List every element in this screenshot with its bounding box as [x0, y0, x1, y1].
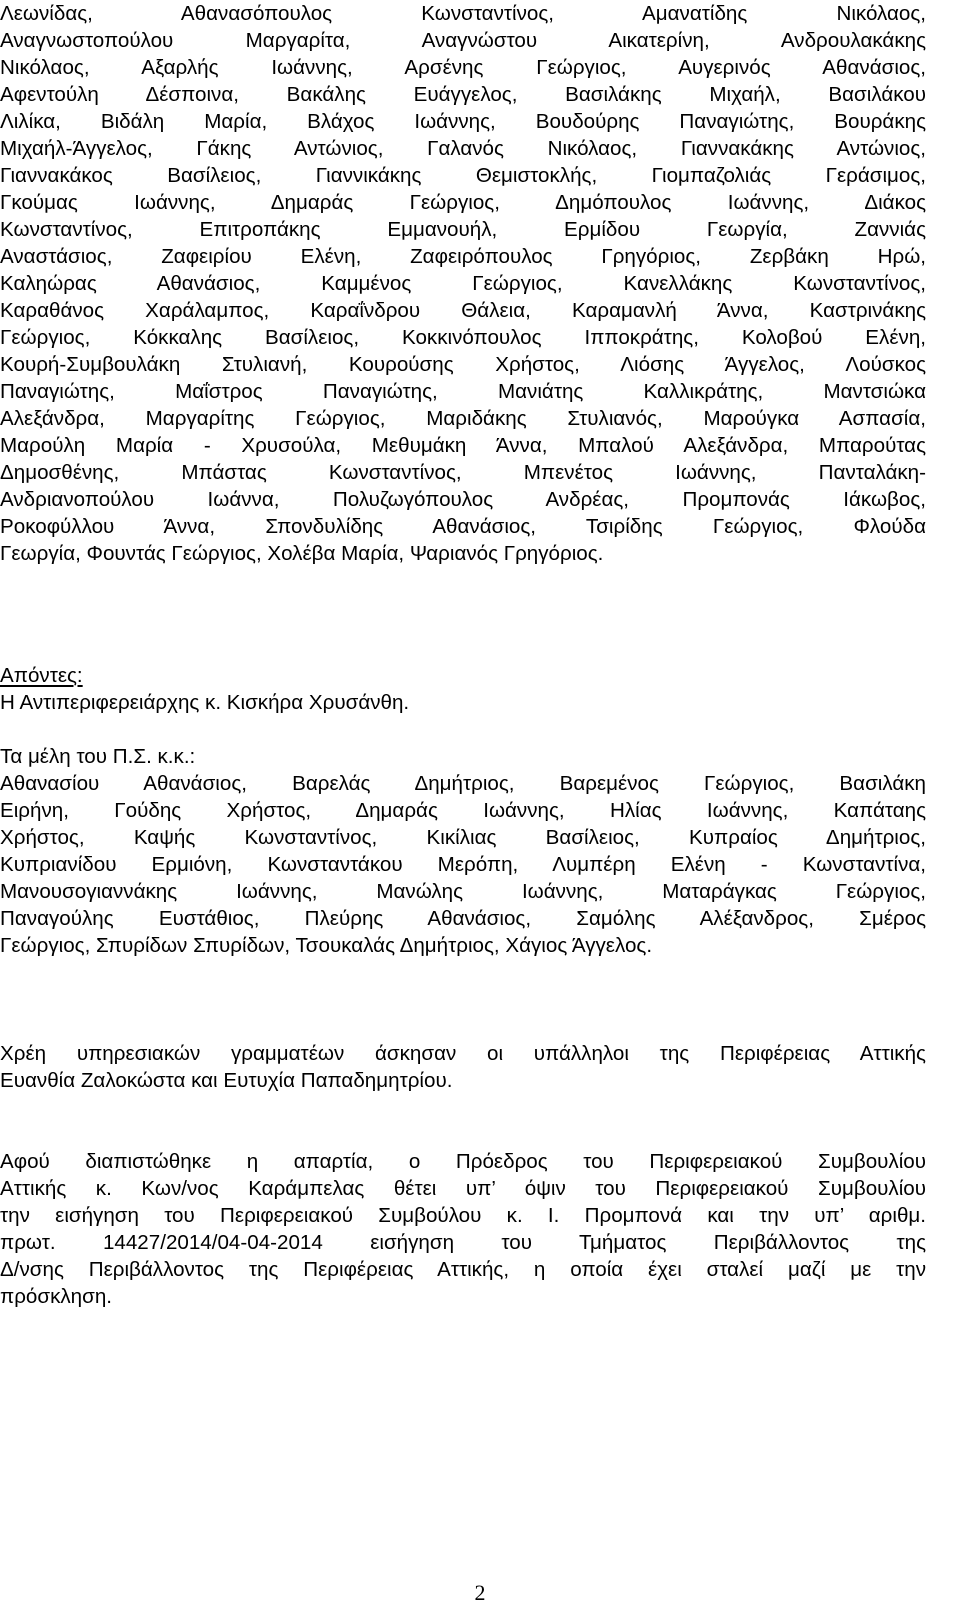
absent-heading: Απόντες: [0, 664, 83, 687]
attendees-line: Αναστάσιος, Ζαφειρίου Ελένη, Ζαφειρόπουλος Γρηγόριος, Ζερβάκη Ηρώ, [0, 245, 926, 268]
attendees-line: Δημοσθένης, Μπάστας Κωνσταντίνος, Μπενέτος Ιωάννης, Πανταλάκη- [0, 461, 926, 484]
attendees-line: Λεωνίδας, Αθανασόπουλος Κωνσταντίνος, Αμανατίδης Νικόλαος, [0, 2, 926, 25]
members-line: Μανουσογιαννάκης Ιωάννης, Μανώλης Ιωάννης, Ματαράγκας Γεώργιος, [0, 880, 926, 903]
members-line: Κυπριανίδου Ερμιόνη, Κωνσταντάκου Μερόπη, Λυμπέρη Ελένη - Κωνσταντίνα, [0, 853, 926, 876]
quorum-paragraph [0, 1148, 926, 1310]
members-paragraph [0, 770, 926, 959]
attendees-line: Αλεξάνδρα, Μαργαρίτης Γεώργιος, Μαριδάκης Στυλιανός, Μαρούγκα Ασπασία, [0, 407, 926, 430]
attendees-paragraph [0, 0, 926, 567]
quorum-line: Αττικής κ. Κων/νος Καράμπελας θέτει υπ’ όψιν του Περιφερειακού Συμβουλίου [0, 1177, 926, 1200]
members-line: Ειρήνη, Γούδης Χρήστος, Δημαράς Ιωάννης, Ηλίας Ιωάννης, Καπάταης [0, 799, 926, 822]
members-line: Αθανασίου Αθανάσιος, Βαρελάς Δημήτριος, Βαρεμένος Γεώργιος, Βασιλάκη [0, 772, 926, 795]
quorum-line: την εισήγηση του Περιφερειακού Συμβούλου κ. Ι. Προμπονά και την υπ’ αριθμ. [0, 1204, 926, 1227]
attendees-line: Γεώργιος, Κόκκαλης Βασίλειος, Κοκκινόπουλος Ιπποκράτης, Κολοβού Ελένη, [0, 326, 926, 349]
quorum-line: Αφού διαπιστώθηκε η απαρτία, ο Πρόεδρος του Περιφερειακού Συμβουλίου [0, 1150, 926, 1173]
attendees-line: Μαρούλη Μαρία - Χρυσούλα, Μεθυμάκη Άννα, Μπαλού Αλεξάνδρα, Μπαρούτας [0, 434, 926, 457]
attendees-line: Γκούμας Ιωάννης, Δημαράς Γεώργιος, Δημόπουλος Ιωάννης, Διάκος [0, 191, 926, 214]
quorum-line: Δ/νσης Περιβάλλοντος της Περιφέρειας Αττικής, η οποία έχει σταλεί μαζί με την [0, 1258, 926, 1281]
secretaries-paragraph [0, 1040, 926, 1094]
attendees-line: Λιλίκα, Βιδάλη Μαρία, Βλάχος Ιωάννης, Βουδούρης Παναγιώτης, Βουράκης [0, 110, 926, 133]
attendees-line: Αναγνωστοπούλου Μαργαρίτα, Αναγνώστου Αικατερίνη, Ανδρουλακάκης [0, 29, 926, 52]
secretaries-line: Ευανθία Ζαλοκώστα και Ευτυχία Παπαδημητρίου. [0, 1069, 453, 1092]
attendees-line: Αφεντούλη Δέσποινα, Βακάλης Ευάγγελος, Βασιλάκης Μιχαήλ, Βασιλάκου [0, 83, 926, 106]
members-line: Χρήστος, Καψής Κωνσταντίνος, Κικίλιας Βασίλειος, Κυπραίος Δημήτριος, [0, 826, 926, 849]
attendees-line: Παναγιώτης, Μαΐστρος Παναγιώτης, Μανιάτης Καλλικράτης, Μαντσιώκα [0, 380, 926, 403]
secretaries-line: Χρέη υπηρεσιακών γραμματέων άσκησαν οι υπάλληλοι της Περιφέρειας Αττικής [0, 1042, 926, 1065]
attendees-line: Γεωργία, Φουντάς Γεώργιος, Χολέβα Μαρία, Ψαριανός Γρηγόριος. [0, 542, 604, 565]
attendees-line: Γιαννακάκος Βασίλειος, Γιαννικάκης Θεμιστοκλής, Γιομπαζολιάς Γεράσιμος, [0, 164, 926, 187]
members-line: Γεώργιος, Σπυρίδων Σπυρίδων, Τσουκαλάς Δημήτριος, Χάγιος Άγγελος. [0, 934, 653, 957]
attendees-line: Νικόλαος, Αξαρλής Ιωάννης, Αρσένης Γεώργιος, Αυγερινός Αθανάσιος, [0, 56, 926, 79]
members-heading: Τα μέλη του Π.Σ. κ.κ.: [0, 745, 196, 768]
attendees-line: Καραθάνος Χαράλαμπος, Καραΐνδρου Θάλεια, Καραμανλή Άννα, Καστρινάκης [0, 299, 926, 322]
quorum-line: πρωτ. 14427/2014/04-04-2014 εισήγηση του Τμήματος Περιβάλλοντος της [0, 1231, 926, 1254]
page-number: 2 [474, 1580, 486, 1605]
attendees-line: Καληώρας Αθανάσιος, Καμμένος Γεώργιος, Κανελλάκης Κωνσταντίνος, [0, 272, 926, 295]
attendees-line: Κωνσταντίνος, Επιτροπάκης Εμμανουήλ, Ερμίδου Γεωργία, Ζαννιάς [0, 218, 926, 241]
attendees-line: Ροκοφύλλου Άννα, Σπονδυλίδης Αθανάσιος, Τσιρίδης Γεώργιος, Φλούδα [0, 515, 926, 538]
quorum-line: πρόσκληση. [0, 1285, 113, 1308]
attendees-line: Μιχαήλ-Άγγελος, Γάκης Αντώνιος, Γαλανός Νικόλαος, Γιαννακάκης Αντώνιος, [0, 137, 926, 160]
attendees-line: Κουρή-Συμβουλάκη Στυλιανή, Κουρούσης Χρήστος, Λιόσης Άγγελος, Λούσκος [0, 353, 926, 376]
absent-text: Η Αντιπεριφερειάρχης κ. Κισκήρα Χρυσάνθη. [0, 691, 410, 714]
members-line: Παναγούλης Ευστάθιος, Πλεύρης Αθανάσιος, Σαμόλης Αλέξανδρος, Σμέρος [0, 907, 926, 930]
attendees-line: Ανδριανοπούλου Ιωάννα, Πολυζωγόπουλος Ανδρέας, Προμπονάς Ιάκωβος, [0, 488, 926, 511]
